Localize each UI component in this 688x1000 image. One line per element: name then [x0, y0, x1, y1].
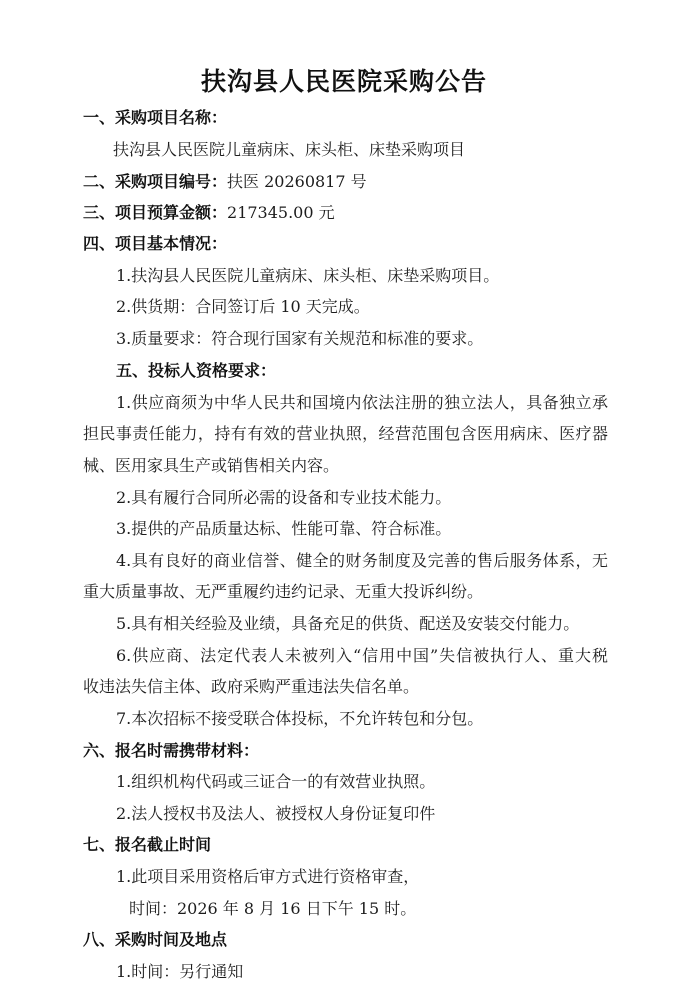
section-heading-project-name: 一、采购项目名称： [83, 108, 228, 127]
qualification-item-4-line-2: 重大质量事故、无严重履约违约记录、无重大投诉纠纷。 [83, 582, 484, 601]
materials-item-1: 1.组织机构代码或三证合一的有效营业执照。 [116, 772, 436, 791]
section-heading-qualifications: 五、投标人资格要求： [116, 361, 277, 380]
materials-item-2: 2.法人授权书及法人、被授权人身份证复印件 [116, 804, 436, 823]
basic-info-item-3: 3.质量要求：符合现行国家有关规范和标准的要求。 [116, 329, 484, 348]
qualification-item-1-line-2: 担民事责任能力，持有有效的营业执照，经营范围包含医用病床、医疗器 [83, 424, 608, 443]
qualification-item-5: 5.具有相关经验及业绩，具备充足的供货、配送及安装交付能力。 [116, 614, 580, 633]
section-heading-materials: 六、报名时需携带材料： [83, 741, 260, 760]
project-number-value: 扶医 20260817 号 [227, 172, 367, 191]
project-number-row [83, 172, 367, 192]
section-heading-deadline: 七、报名截止时间 [83, 835, 212, 854]
budget-value: 217345.00 元 [227, 203, 335, 222]
section-heading-project-number: 二、采购项目编号： [83, 172, 228, 191]
qualification-item-1-line-3: 械、医用家具生产或销售相关内容。 [83, 456, 340, 475]
qualification-item-4-line-1: 4.具有良好的商业信誉、健全的财务制度及完善的售后服务体系，无 [116, 551, 608, 570]
basic-info-item-2: 2.供货期：合同签订后 10 天完成。 [116, 297, 370, 316]
deadline-time: 时间：2026 年 8 月 16 日下午 15 时。 [129, 899, 417, 918]
deadline-item-1: 1.此项目采用资格后审方式进行资格审查， [116, 867, 420, 886]
qualification-item-2: 2.具有履行合同所必需的设备和专业技术能力。 [116, 488, 452, 507]
section-heading-time-location: 八、采购时间及地点 [83, 930, 228, 949]
section-heading-basic-info: 四、项目基本情况： [83, 234, 228, 253]
qualification-item-3: 3.提供的产品质量达标、性能可靠、符合标准。 [116, 519, 452, 538]
qualification-item-6-line-1: 6.供应商、法定代表人未被列入“信用中国”失信被执行人、重大税 [116, 646, 608, 665]
time-location-item-1: 1.时间：另行通知 [116, 962, 244, 981]
budget-row [83, 203, 335, 223]
basic-info-item-1: 1.扶沟县人民医院儿童病床、床头柜、床垫采购项目。 [116, 266, 500, 285]
project-name-text: 扶沟县人民医院儿童病床、床头柜、床垫采购项目 [113, 140, 466, 159]
document-title: 扶沟县人民医院采购公告 [200, 67, 487, 96]
qualification-item-6-line-2: 收违法失信主体、政府采购严重违法失信名单。 [83, 677, 420, 696]
section-heading-budget: 三、项目预算金额： [83, 203, 228, 222]
qualification-item-1-line-1: 1.供应商须为中华人民共和国境内依法注册的独立法人，具备独立承 [116, 393, 608, 412]
qualification-item-7: 7.本次招标不接受联合体投标，不允许转包和分包。 [116, 709, 484, 728]
